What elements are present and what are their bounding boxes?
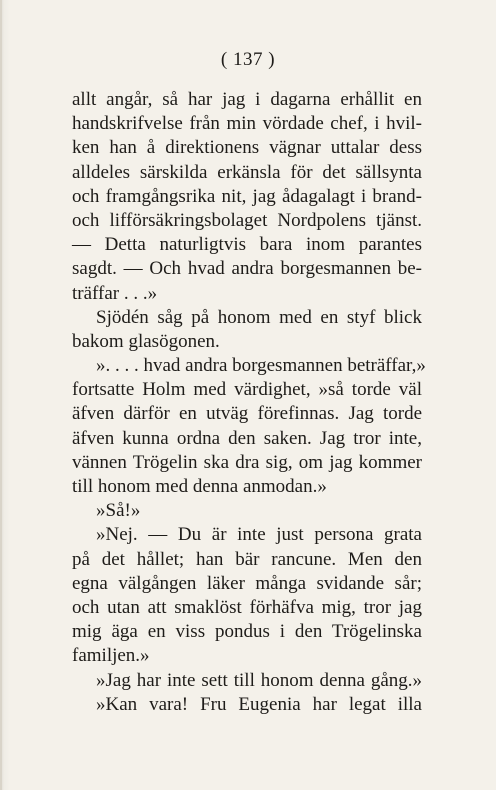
page-number: ( 137 ) [220, 49, 276, 70]
body-text [72, 88, 426, 717]
text-line: fortsatte Holm med värdighet, »så torde väl [72, 379, 422, 401]
text-line: träffar . . .» [72, 282, 158, 304]
text-line: ken han å direktionens vägnar uttalar dess [72, 137, 422, 159]
text-line: och framgångsrika nit, jag ådagalagt i brand- [72, 185, 422, 207]
text-line: »Nej. — Du är inte just persona grata [96, 524, 422, 546]
text-line: och lifförsäkringsbolaget Nordpolens tjänst. [72, 209, 422, 231]
text-line: »Så!» [96, 500, 141, 522]
text-line: mig äga en viss pondus i den Trögelinska [72, 621, 422, 643]
text-line: — Detta naturligtvis bara inom parantes [72, 234, 422, 256]
text-line: allt angår, så har jag i dagarna erhållit en [72, 89, 422, 110]
text-line: till honom med denna anmodan.» [72, 476, 327, 497]
text-line: handskrifvelse från min vördade chef, i hvil- [72, 113, 422, 135]
text-line: sagdt. — Och hvad andra borgesmannen be- [72, 258, 422, 280]
text-line: »Kan vara! Fru Eugenia har legat illa [96, 693, 422, 715]
text-line: »Jag har inte sett till honom denna gång.» [96, 669, 422, 691]
text-line: och utan att smaklöst förhäfva mig, tror jag [72, 596, 422, 618]
text-line: familjen.» [72, 645, 150, 667]
text-line: egna välgången läker många svidande sår; [72, 572, 422, 594]
text-line: vännen Trögelin ska dra sig, om jag kommer [72, 451, 422, 473]
text-line: äfven kunna ordna den saken. Jag tror inte, [72, 427, 422, 449]
text-line: ». . . . hvad andra borgesmannen beträffar,» [96, 355, 426, 377]
page-gutter-edge [0, 0, 2, 790]
text-line: alldeles särskilda erkänsla för det sällsynta [72, 161, 422, 183]
text-line: bakom glasögonen. [72, 330, 220, 352]
text-line: Sjödén såg på honom med en styf blick [96, 306, 422, 328]
text-line: på det hållet; han bär rancune. Men den [72, 548, 422, 570]
text-line: äfven därför en utväg förefinnas. Jag torde [72, 403, 422, 425]
